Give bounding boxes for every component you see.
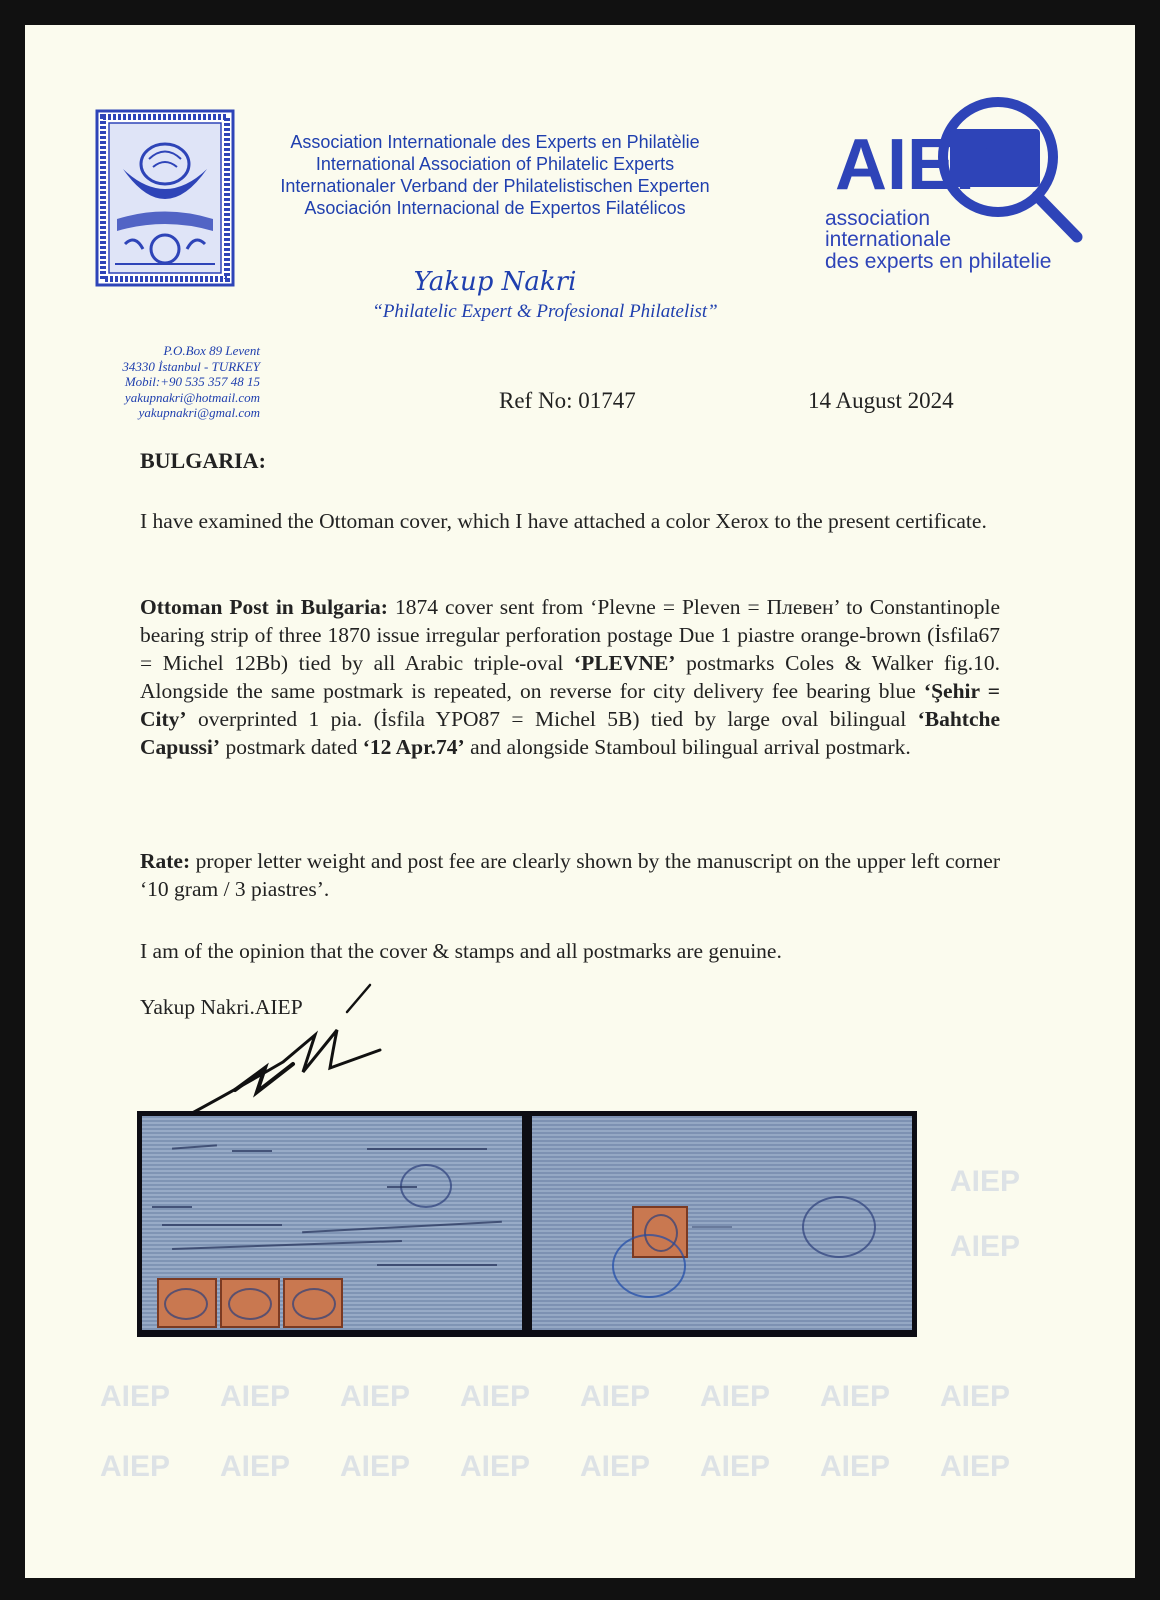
expert-name: Yakup Nakri: [413, 267, 577, 297]
watermark: AIEP: [220, 1450, 291, 1483]
watermark: AIEP: [340, 1450, 411, 1483]
association-line: Asociación Internacional de Expertos Filatélicos: [304, 198, 686, 218]
watermark: AIEP: [580, 1450, 651, 1483]
description-bold: ‘Bahtche Capussi’: [140, 707, 1000, 759]
watermark: AIEP: [700, 1450, 771, 1483]
contact-line: yakupnakri@gmal.com: [138, 405, 260, 420]
watermark: AIEP: [220, 1380, 291, 1413]
description-lead: Ottoman Post in Bulgaria:: [140, 595, 388, 619]
ottoman-seal-icon: [95, 109, 235, 287]
association-line: Internationaler Verband der Philatelistischen Experten: [280, 176, 710, 196]
cover-front: [142, 1116, 522, 1330]
description-text: and alongside Stamboul bilingual arrival postmark.: [464, 735, 911, 759]
contact-line: yakupnakri@hotmail.com: [124, 389, 260, 405]
watermark: AIEP: [580, 1380, 651, 1413]
logo-tagline: association: [825, 207, 931, 230]
watermark: AIEP: [100, 1380, 171, 1413]
description-bold: ‘Şehir = City’: [140, 679, 1001, 731]
country-heading: BULGARIA:: [140, 448, 266, 473]
contact-block: [65, 343, 260, 421]
rate-lead: Rate:: [140, 849, 191, 873]
contact-line: P.O.Box 89 Levent: [163, 343, 260, 358]
certificate-sheet: [25, 25, 1135, 1578]
watermark: AIEP: [100, 1450, 171, 1483]
watermark: AIEP: [700, 1380, 771, 1413]
cover-reverse: [532, 1116, 912, 1330]
description-text: postmarks Coles & Walker fig.10. Alongside the same postmark is repeated, on reverse for city delivery fee bearing blue: [140, 651, 1000, 703]
cover-photograph: [137, 1111, 917, 1337]
watermark: AIEP: [340, 1380, 411, 1413]
paragraph-rate: [140, 847, 1000, 903]
signature-name: Yakup Nakri.AIEP: [140, 995, 303, 1019]
logo-text: AIEP: [835, 125, 1004, 205]
watermark: AIEP: [950, 1230, 1021, 1263]
rate-text: proper letter weight and post fee are clearly shown by the manuscript on the upper left corner ‘10 gram / 3 piastres’.: [140, 849, 1000, 901]
logo-tagline: internationale: [825, 228, 952, 251]
paragraph-opinion: I am of the opinion that the cover & stamps and all postmarks are genuine.: [140, 939, 782, 963]
watermark: AIEP: [820, 1450, 891, 1483]
certificate-date: 14 August 2024: [808, 388, 954, 413]
watermark: AIEP: [460, 1380, 531, 1413]
watermark: AIEP: [940, 1380, 1011, 1413]
description-bold: ‘PLEVNE’: [573, 651, 676, 675]
association-line: International Association of Philatelic Experts: [315, 154, 675, 174]
description-text: postmark dated: [220, 735, 363, 759]
contact-line: Mobil:+90 535 357 48 15: [124, 374, 260, 389]
paragraph-examination: I have examined the Ottoman cover, which I have attached a color Xerox to the present certificate.: [140, 509, 987, 533]
expert-title: “Philatelic Expert & Profesional Philatelist”: [372, 301, 718, 322]
aiep-logo: [815, 87, 1105, 287]
watermark: AIEP: [460, 1450, 531, 1483]
reference-number: Ref No: 01747: [499, 388, 636, 413]
logo-tagline: des experts en philatelie: [825, 250, 1052, 273]
handwritten-signature: [165, 980, 395, 1130]
watermark: AIEP: [940, 1450, 1011, 1483]
association-line: Association Internationale des Experts en Philatèlie: [290, 132, 700, 152]
description-text: 1874 cover sent from ‘Plevne = Pleven = Плевен’ to Constantinople bearing strip of three 1870 issue irregular perforation postage Due 1 piastre orange-brown (İsfila67 = Michel 12Bb) tied by all Arabic triple-oval: [140, 595, 1000, 675]
watermark: AIEP: [950, 1165, 1021, 1198]
contact-line: 34330 İstanbul - TURKEY: [122, 358, 260, 374]
description-bold: ‘12 Apr.74’: [362, 735, 465, 759]
watermark: AIEP: [820, 1380, 891, 1413]
description-text: overprinted 1 pia. (İsfila YPO87 = Michel 5B) tied by large oval bilingual: [186, 707, 918, 731]
paragraph-description: [140, 593, 1000, 761]
association-names: [245, 131, 745, 219]
